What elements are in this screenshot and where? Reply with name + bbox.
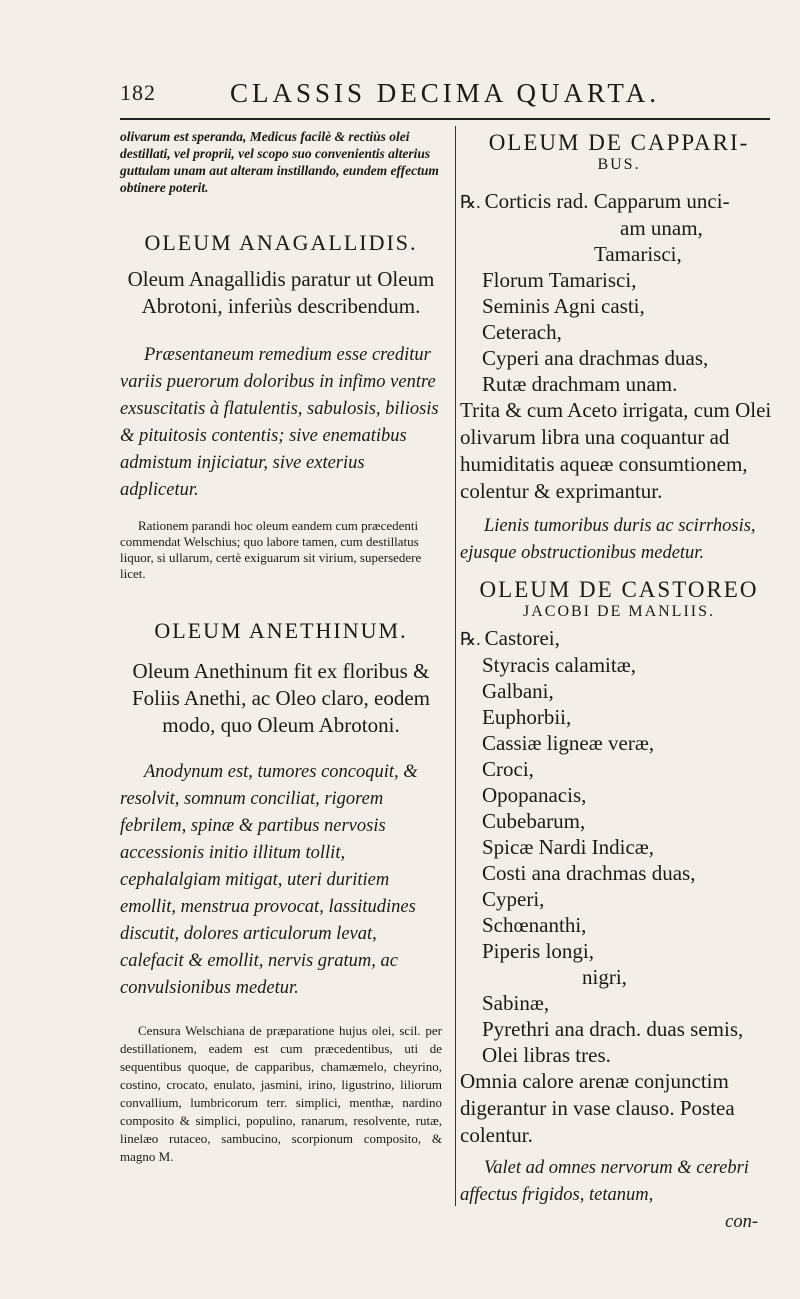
ingredient-line: Croci,	[482, 757, 534, 781]
ingredient-line: Sabinæ,	[482, 991, 550, 1015]
capparibus-ingredient-list	[460, 188, 778, 397]
ingredient-line: Galbani,	[482, 679, 554, 703]
ingredient-line: Rutæ drachmam unam.	[482, 372, 678, 396]
ingredient-line: Ceterach,	[482, 320, 562, 344]
page-number: 182	[120, 80, 156, 105]
running-head: CLASSIS DECIMA QUARTA.	[230, 78, 661, 108]
section-title-capparibus: OLEUM DE CAPPARI-	[488, 130, 750, 155]
ingredient-line: Florum Tamarisci,	[482, 268, 637, 292]
catchword: con-	[725, 1212, 758, 1232]
capparibus-uses: Lienis tumoribus duris ac scirrhosis, ejusque obstructionibus medetur.	[460, 516, 756, 563]
section-title-anagallidis: OLEUM ANAGALLIDIS.	[144, 230, 418, 255]
section-subtitle-castoreo: JACOBI DE MANLIIS.	[523, 603, 715, 620]
anethinum-censure: Censura Welschiana de præparatione hujus olei, scil. per destillationem, eadem est cum præcedentibus, uti de sequentibus quoque, de capparibus, chamæmelo, cheyrino, costino, crocato, enulato, jasmini, irino, ligustrino, liliorum convallium, lumbricorum terr. simplici, menthæ, nardino composito & simplici, populino, ranarum, resolvente, rutæ, linelæo rutaceo, sambucino, scorpionum composito, & magno M.	[120, 1023, 442, 1164]
recipe-symbol: ℞.	[460, 192, 481, 212]
ingredient-line: Pyrethri ana drach. duas semis,	[482, 1017, 744, 1041]
ingredient-line: Cassiæ ligneæ veræ,	[482, 731, 655, 755]
ingredient-line: Euphorbii,	[482, 705, 572, 729]
ingredient-line: nigri,	[582, 965, 627, 989]
anethinum-preparation: Oleum Anethinum fit ex floribus & Foliis Anethi, ac Oleo claro, eodem modo, quo Oleum Abrotoni.	[131, 659, 430, 737]
anagallidis-preparation: Oleum Anagallidis paratur ut Oleum Abrotoni, inferiùs describendum.	[127, 267, 435, 318]
section-title-castoreo: OLEUM DE CASTOREO	[479, 577, 759, 602]
anagallidis-uses: Præsentaneum remedium esse creditur variis puerorum doloribus in infimo ventre exsuscitatis à flatulentis, sabulosis, biliosis & pituitosis contentis; sive enematibus admistum injiciatur, sive exterius adplicetur.	[120, 345, 439, 500]
ingredient-line: Cubebarum,	[482, 809, 586, 833]
castoreo-method: Omnia calore arenæ conjunctim digerantur in vase clauso. Postea colentur.	[460, 1069, 735, 1147]
castoreo-ingredient-list	[460, 625, 778, 1068]
anethinum-uses: Anodynum est, tumores concoquit, & resolvit, somnum conciliat, rigorem febrilem, spinæ & partibus nervosis accessionis initio illitum tollit, cephalalgiam mitigat, uteri duritiem emollit, menstrua provocat, lassitudines discutit, dolores articulorum levat, calefacit & emollit, nervis gratum, ac convulsionibus medetur.	[120, 762, 418, 998]
right-column	[460, 130, 778, 1236]
left-column	[120, 124, 442, 1166]
ingredient-line: ℞. Castorei,	[460, 626, 560, 650]
ingredient-line: Costi ana drachmas duas,	[482, 861, 696, 885]
ingredient-line: ℞. Corticis rad. Capparum unci-	[460, 189, 730, 213]
header-rule	[120, 118, 770, 120]
anagallidis-note: Rationem parandi hoc oleum eandem cum præcedenti commendat Welschius; quo labore tamen, cum destillatus liquor, si ullarum, certè exiguarum sit virium, supersedere licet.	[120, 518, 422, 581]
page-header	[120, 80, 780, 120]
capparibus-method: Trita & cum Aceto irrigata, cum Olei olivarum libra una coquantur ad humiditatis aqueæ consumtionem, colentur & exprimantur.	[460, 398, 772, 503]
capparibus-recipe	[460, 188, 778, 397]
ingredient-line: Schœnanthi,	[482, 913, 587, 937]
recipe-symbol: ℞.	[460, 629, 481, 649]
ingredient-line: Styracis calamitæ,	[482, 653, 636, 677]
castoreo-uses: Valet ad omnes nervorum & cerebri affectus frigidos, tetanum,	[460, 1158, 749, 1205]
ingredient-line: Olei libras tres.	[482, 1043, 611, 1067]
ingredient-line: Tamarisci,	[594, 242, 682, 266]
ingredient-line: Cyperi,	[482, 887, 545, 911]
continuation-text: olivarum est speranda, Medicus facilè & rectiùs olei destillati, vel proprii, vel scopo suo convenientis alterius guttulam unam aut alteram instillando, eundem effectum obtinere poterit.	[120, 129, 439, 195]
ingredient-line: am unam,	[620, 216, 703, 240]
castoreo-recipe	[460, 625, 778, 1068]
column-divider	[455, 126, 456, 1206]
section-title-anethinum: OLEUM ANETHINUM.	[154, 618, 408, 643]
ingredient-line: Piperis longi,	[482, 939, 595, 963]
ingredient-line: Cyperi ana drachmas duas,	[482, 346, 709, 370]
ingredient-line: Seminis Agni casti,	[482, 294, 645, 318]
ingredient-line: Spicæ Nardi Indicæ,	[482, 835, 655, 859]
ingredient-line: Opopanacis,	[482, 783, 587, 807]
section-title-capparibus-cont: BUS.	[597, 156, 641, 173]
